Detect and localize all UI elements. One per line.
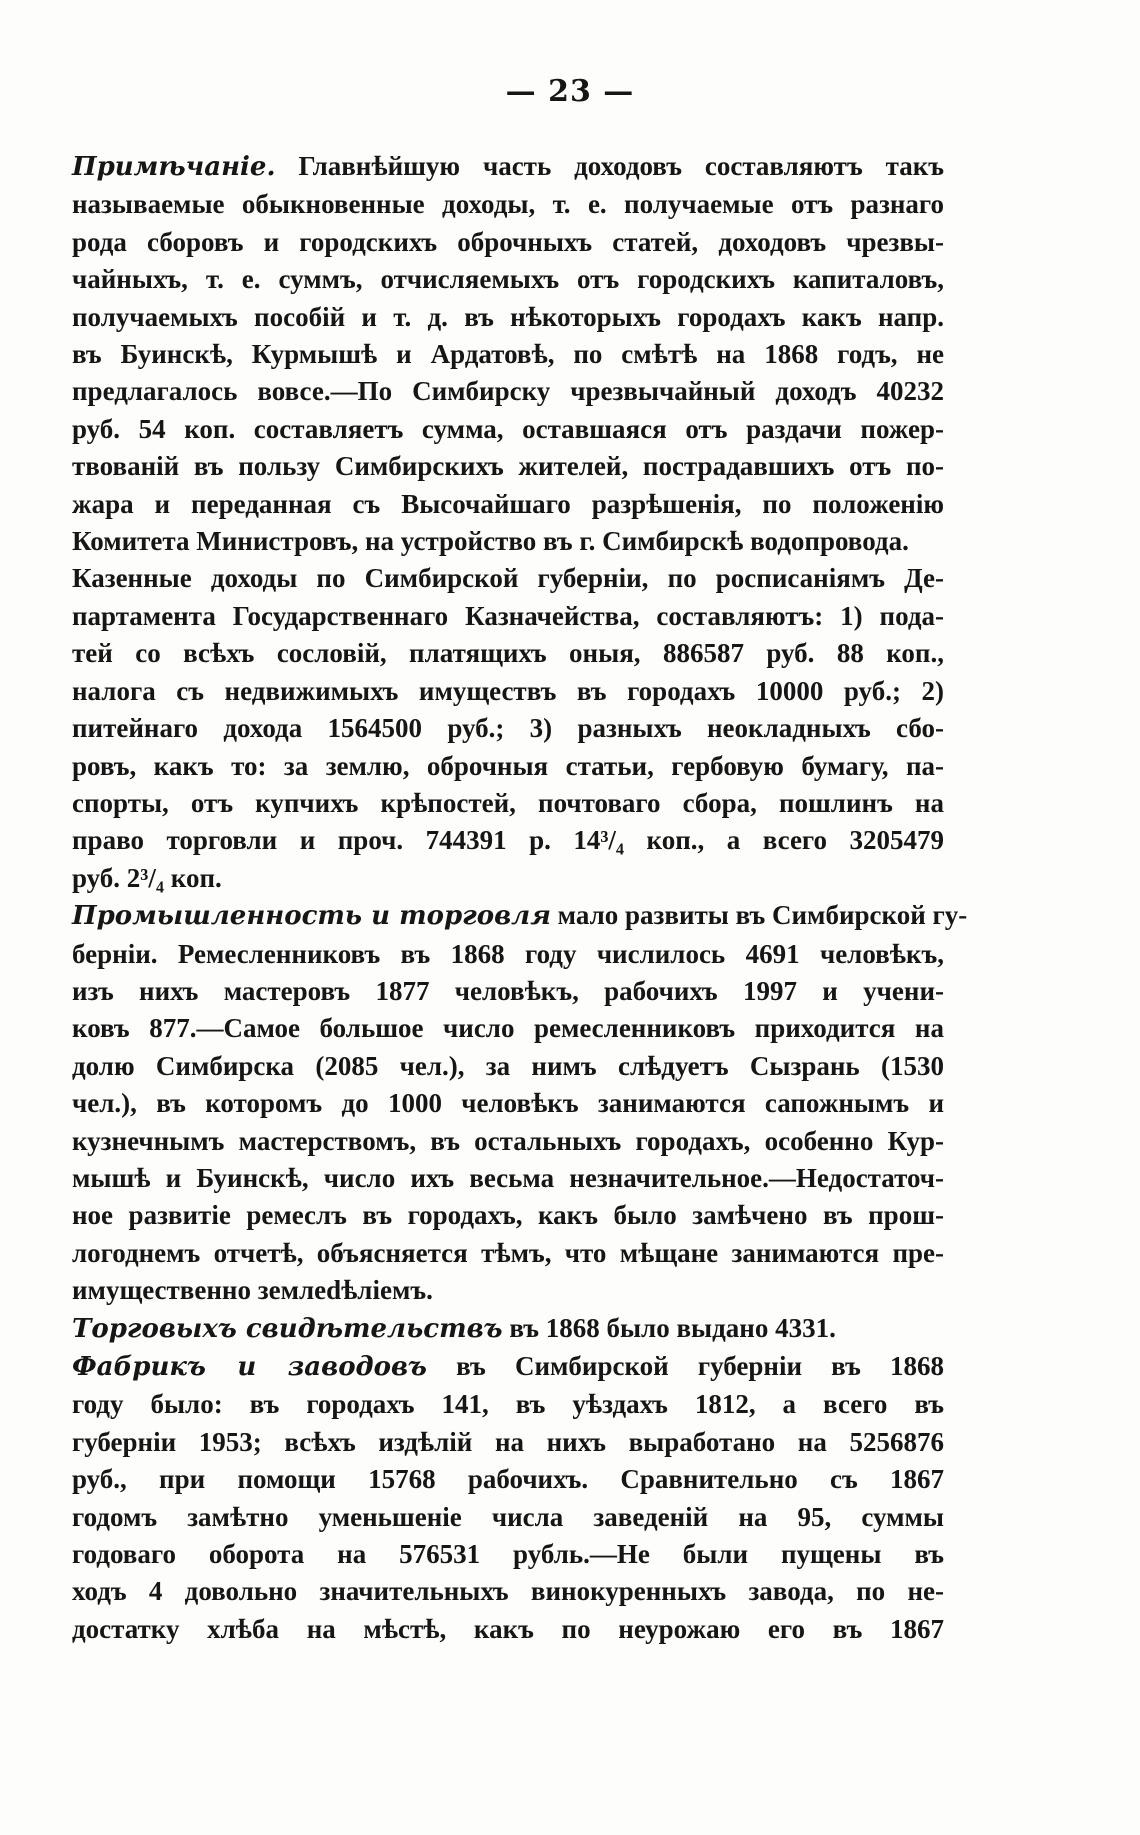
- text-line: годоваго оборота на 576531 рубль.—Не были пущены въ: [72, 1539, 944, 1570]
- text-line: ное развитіе ремеслъ въ городахъ, какъ было замѣчено въ прош-: [72, 1200, 944, 1231]
- text-line-content: въ Симбирской губерніи въ 1868: [426, 1351, 944, 1381]
- text-line: ходъ 4 довольно значительныхъ винокуренныхъ завода, по не-: [72, 1576, 944, 1607]
- text-line: жара и переданная съ Высочайшаго разрѣшенія, по положенію: [72, 488, 944, 519]
- text-line: налога съ недвижимыхъ имуществъ въ городахъ 10000 руб.; 2): [72, 675, 944, 706]
- text-line: достатку хлѣба на мѣстѣ, какъ по неурожаю его въ 1867: [72, 1613, 944, 1644]
- text-line: году было: въ городахъ 141, въ уѣздахъ 1812, а всего въ: [72, 1389, 944, 1420]
- note-heading: Примѣчаніе.: [72, 152, 276, 182]
- text-line: руб., при помощи 15768 рабочихъ. Сравнительно съ 1867: [72, 1464, 944, 1495]
- text-line: рода сборовъ и городскихъ оброчныхъ статей, доходовъ чрезвы-: [72, 226, 944, 257]
- text-line: долю Симбирска (2085 чел.), за нимъ слѣдуетъ Сызрань (1530: [72, 1050, 944, 1081]
- paragraph-trade-certificates: [72, 1310, 944, 1348]
- text-line: руб. 54 коп. составляетъ сумма, оставшаяся отъ раздачи пожер-: [72, 413, 944, 444]
- body-text: [72, 148, 968, 1648]
- text-line: берніи. Ремесленниковъ въ 1868 году числилось 4691 человѣкъ,: [72, 938, 944, 969]
- text-line: логоднемъ отчетѣ, объясняется тѣмъ, что мѣщане занимаются пре-: [72, 1237, 944, 1268]
- factories-heading: Фабрикъ и заводовъ: [72, 1352, 427, 1382]
- text-line: [72, 148, 944, 186]
- text-line-content: Главнѣйшую часть доходовъ составляютъ такъ: [275, 151, 944, 181]
- text-line: губерніи 1953; всѣхъ издѣлій на нихъ выработано на 5256876: [72, 1426, 944, 1457]
- certificates-heading: Торговыхъ свидѣтельствъ: [72, 1313, 503, 1344]
- text-line: твованій въ пользу Симбирскихъ жителей, пострадавшихъ отъ по-: [72, 451, 944, 482]
- text-line: ровъ, какъ то: за землю, оброчныя статьи, гербовую бумагу, па-: [72, 750, 944, 781]
- text-line: чел.), въ которомъ до 1000 человѣкъ занимаются сапожнымъ и: [72, 1088, 944, 1119]
- text-line: называемые обыкновенные доходы, т. е. получаемые отъ разнаго: [72, 189, 944, 220]
- text-line: имущественно землedѣліемъ.: [72, 1275, 433, 1306]
- text-line: чайныхъ, т. е. суммъ, отчисляемыхъ отъ городскихъ капиталовъ,: [72, 264, 944, 295]
- paragraph-note: [72, 148, 944, 560]
- text-line: мышѣ и Буинскѣ, число ихъ весьма незначительное.—Недостаточ-: [72, 1162, 944, 1193]
- industry-heading: Промышленность и торговля: [72, 901, 551, 932]
- paragraph-industry-trade: [72, 897, 968, 1309]
- text-line: Комитета Министровъ, на устройство въ г. Симбирскѣ водопровода.: [72, 526, 909, 557]
- text-line: партамента Государственнаго Казначейства, составляютъ: 1) пода-: [72, 600, 944, 631]
- text-line: получаемыхъ пособій и т. д. въ нѣкоторыхъ городахъ какъ напр.: [72, 301, 944, 332]
- text-line: предлагалось вовсе.—По Симбирску чрезвычайный доходъ 40232: [72, 376, 944, 407]
- text-line: кузнечнымъ мастерствомъ, въ остальныхъ городахъ, особенно Кур-: [72, 1125, 944, 1156]
- text-line: [72, 897, 968, 935]
- text-line: Казенные доходы по Симбирской губерніи, по росписаніямъ Де-: [72, 563, 944, 594]
- text-line: спорты, отъ купчихъ крѣпостей, почтоваго сбора, пошлинъ на: [72, 787, 944, 818]
- paragraph-state-revenue: [72, 560, 944, 897]
- text-line: въ Буинскѣ, Курмышѣ и Ардатовѣ, по смѣтѣ на 1868 годъ, не: [72, 339, 944, 370]
- text-line: [72, 1310, 944, 1348]
- text-line: ковъ 877.—Самое большое число ремесленниковъ приходится на: [72, 1013, 944, 1044]
- text-line-content: мало развиты въ Симбирской гу-: [550, 900, 968, 931]
- text-line: изъ нихъ мастеровъ 1877 человѣкъ, рабочихъ 1997 и учени-: [72, 975, 944, 1006]
- text-line: [72, 1348, 944, 1386]
- page-number: — 23 —: [505, 74, 635, 109]
- text-line-content: въ 1868 было выдано 4331.: [502, 1312, 836, 1343]
- paragraph-factories: [72, 1348, 944, 1648]
- text-line: питейнаго дохода 1564500 руб.; 3) разныхъ неокладныхъ сбо-: [72, 713, 944, 744]
- text-line: руб. 2³/₄ коп.: [72, 862, 222, 893]
- text-line: право торговли и проч. 744391 р. 14³/₄ коп., а всего 3205479: [72, 825, 944, 856]
- text-line: годомъ замѣтно уменьшеніе числа заведеній на 95, суммы: [72, 1501, 944, 1532]
- text-line: тей со всѣхъ сословій, платящихъ оныя, 886587 руб. 88 коп.,: [72, 638, 944, 669]
